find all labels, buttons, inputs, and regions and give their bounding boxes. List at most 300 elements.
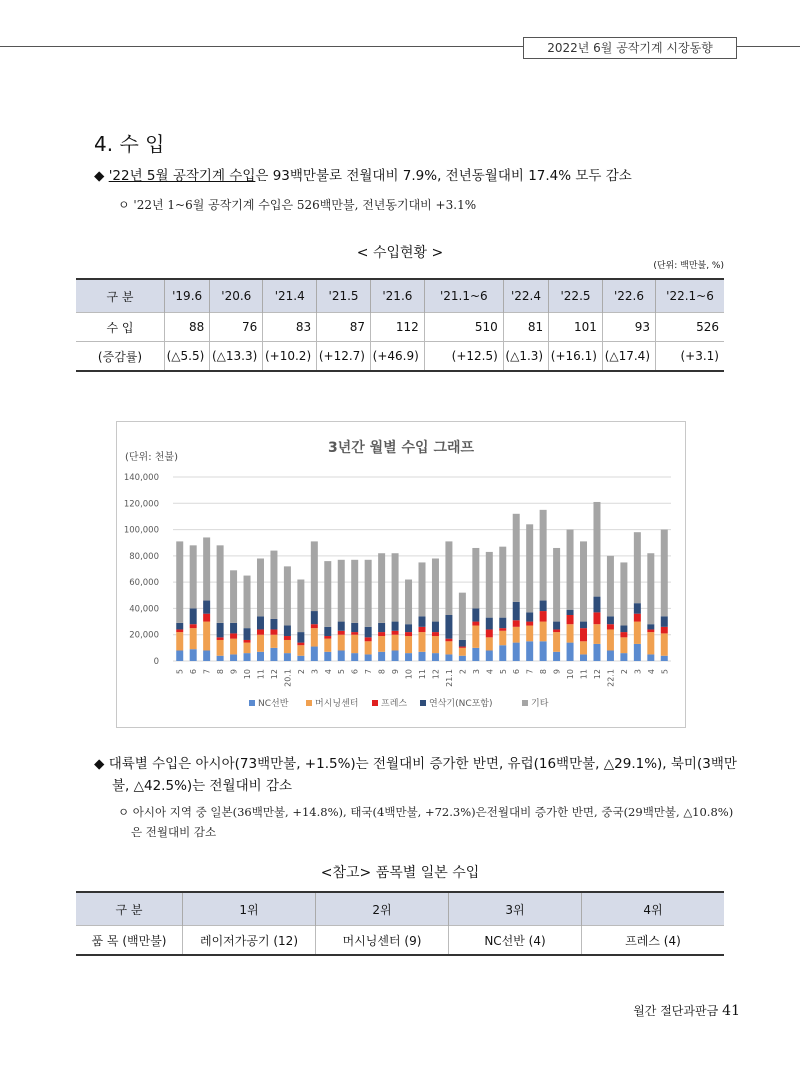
x-tick-label: 9: [552, 669, 562, 675]
table-cell: 83: [263, 313, 317, 342]
x-tick-label: 11: [579, 669, 589, 680]
bar-segment: [257, 635, 264, 652]
table-header-cell: '22.5: [549, 279, 603, 313]
bar-segment: [270, 648, 277, 661]
bar-segment: [324, 652, 331, 661]
y-tick-label: 40,000: [129, 604, 159, 615]
bar-segment: [472, 626, 479, 648]
bar-segment: [580, 641, 587, 654]
bar-segment: [338, 635, 345, 651]
table-header-cell: '20.6: [210, 279, 263, 313]
bar-segment: [647, 629, 654, 632]
sub-line-2: ㅇ 아시아 지역 중 일본(36백만불, +14.8%), 태국(4백만불, +72.3%)은전월대비 증가한 반면, 중국(29백만불, △10.8%): [118, 805, 734, 819]
table-cell: 112: [370, 313, 424, 342]
bar-segment: [634, 614, 641, 622]
bar-segment: [607, 629, 614, 650]
bar-segment: [297, 656, 304, 661]
legend-swatch: [522, 700, 528, 706]
bar-segment: [620, 637, 627, 653]
bar-segment: [567, 530, 574, 610]
bar-segment: [378, 652, 385, 661]
bar-segment: [297, 643, 304, 646]
bar-segment: [432, 622, 439, 633]
table-header-row: [76, 892, 724, 926]
bar-segment: [553, 548, 560, 622]
bar-segment: [378, 636, 385, 652]
table-cell: (증감률): [76, 342, 165, 372]
table-cell: (+46.9): [370, 342, 424, 372]
bar-segment: [580, 654, 587, 661]
bar-segment: [553, 622, 560, 630]
japan-import-table: [76, 891, 724, 956]
y-tick-label: 0: [153, 657, 159, 667]
bar-segment: [540, 622, 547, 642]
bar-segment: [445, 639, 452, 642]
bar-segment: [338, 560, 345, 622]
table-cell: NC선반 (4): [449, 926, 582, 956]
bar-segment: [553, 652, 560, 661]
bar-segment: [567, 643, 574, 661]
bar-segment: [378, 632, 385, 636]
table-header-cell: '22.4: [503, 279, 548, 313]
table-cell: 머시닝센터 (9): [316, 926, 449, 956]
bar-segment: [661, 627, 668, 634]
bar-segment: [634, 532, 641, 603]
table-cell: (+10.2): [263, 342, 317, 372]
x-tick-label: 5: [498, 669, 508, 675]
bar-segment: [513, 620, 520, 627]
x-tick-label: 21.1: [444, 669, 454, 687]
diamond-bullet-icon: ◆: [94, 168, 105, 184]
table-cell: 81: [503, 313, 548, 342]
x-tick-label: 11: [418, 669, 427, 680]
bullet-1-rest: 은 93백만불로 전월대비 7.9%, 전년동월대비 17.4% 모두 감소: [255, 168, 632, 184]
table-cell: (+12.5): [424, 342, 503, 372]
bar-segment: [567, 624, 574, 642]
bar-segment: [593, 624, 600, 644]
bar-segment: [486, 552, 493, 618]
bar-segment: [620, 626, 627, 633]
table-header-cell: '21.1~6: [424, 279, 503, 313]
bar-segment: [459, 647, 466, 648]
table-header-cell: 구 분: [76, 279, 165, 313]
bullet-2: [94, 752, 737, 772]
bar-segment: [593, 502, 600, 597]
bar-segment: [392, 635, 399, 651]
x-tick-label: 3: [633, 669, 643, 675]
bar-segment: [432, 632, 439, 636]
bar-segment: [217, 637, 224, 640]
bar-segment: [405, 580, 412, 625]
bar-segment: [553, 629, 560, 632]
bar-segment: [593, 597, 600, 613]
header-rule-right: [737, 46, 800, 47]
footer: [633, 1002, 740, 1019]
table-cell: 수 입: [76, 313, 165, 342]
bar-segment: [540, 641, 547, 661]
bar-segment: [230, 654, 237, 661]
bar-segment: [432, 558, 439, 621]
table-cell: 87: [317, 313, 371, 342]
bar-segment: [230, 633, 237, 638]
bar-segment: [472, 648, 479, 661]
chart-container: [116, 421, 686, 728]
x-tick-label: 10: [566, 669, 576, 680]
table-header-cell: 구 분: [76, 892, 183, 926]
bullet-2-text: 대륙별 수입은 아시아(73백만불, +1.5%)는 전월대비 증가한 반면, 유럽(16백만불, △29.1%), 북미(3백만: [108, 756, 737, 772]
x-tick-label: 10: [243, 669, 253, 680]
table-cell: 품 목 (백만불): [76, 926, 183, 956]
bar-segment: [217, 545, 224, 623]
bar-segment: [190, 545, 197, 608]
x-tick-label: 4: [323, 669, 333, 675]
legend-label: 기타: [531, 699, 549, 709]
x-tick-label: 6: [512, 669, 522, 675]
bar-segment: [365, 560, 372, 627]
bar-segment: [203, 601, 210, 614]
x-tick-label: 9: [391, 669, 401, 675]
bar-segment: [486, 650, 493, 661]
bar-segment: [257, 616, 264, 629]
table-cell: 526: [656, 313, 725, 342]
bar-segment: [513, 627, 520, 643]
bar-segment: [499, 618, 506, 629]
table-header-cell: 1위: [183, 892, 316, 926]
bar-segment: [486, 629, 493, 637]
bar-segment: [499, 628, 506, 631]
x-tick-label: 12: [431, 669, 441, 680]
bar-segment: [244, 643, 251, 654]
bar-segment: [324, 639, 331, 652]
bar-segment: [607, 556, 614, 616]
bar-segment: [513, 602, 520, 620]
bar-segment: [607, 650, 614, 661]
bar-segment: [526, 524, 533, 612]
bar-segment: [419, 616, 426, 627]
bar-segment: [351, 623, 358, 632]
bar-segment: [526, 641, 533, 661]
bar-segment: [405, 624, 412, 632]
bar-segment: [244, 653, 251, 661]
bar-segment: [284, 626, 291, 637]
bar-segment: [486, 637, 493, 650]
x-tick-label: 11: [256, 669, 266, 680]
y-tick-label: 120,000: [123, 499, 159, 510]
bar-segment: [647, 624, 654, 629]
bar-segment: [607, 624, 614, 629]
chart-ylabel: (단위: 천불): [125, 452, 178, 463]
bar-segment: [392, 650, 399, 661]
table-cell: (+12.7): [317, 342, 371, 372]
footer-label: 월간 절단과판금: [633, 1004, 719, 1018]
bar-segment: [540, 601, 547, 612]
table-header-cell: '22.1~6: [656, 279, 725, 313]
legend-swatch: [306, 700, 312, 706]
bar-segment: [257, 629, 264, 634]
bar-segment: [593, 644, 600, 661]
bar-segment: [176, 650, 183, 661]
bar-segment: [580, 541, 587, 621]
legend-label: 머시닝센터: [315, 699, 359, 709]
bar-segment: [230, 623, 237, 634]
import-status-table: [76, 278, 724, 372]
bar-segment: [647, 632, 654, 654]
table-header-cell: '19.6: [165, 279, 210, 313]
y-tick-label: 80,000: [129, 551, 159, 562]
bar-segment: [378, 623, 385, 632]
x-tick-label: 2: [458, 669, 468, 675]
x-tick-label: 20.1: [283, 669, 293, 687]
y-tick-label: 140,000: [123, 473, 159, 483]
x-tick-label: 3: [471, 669, 481, 675]
x-tick-label: 4: [485, 669, 495, 675]
y-tick-label: 60,000: [129, 578, 159, 589]
bar-segment: [499, 547, 506, 618]
bar-segment: [661, 530, 668, 617]
bar-segment: [472, 622, 479, 626]
legend-label: 연삭기(NC포함): [429, 699, 493, 709]
bar-segment: [540, 510, 547, 601]
x-tick-label: 8: [539, 669, 549, 675]
bar-segment: [351, 635, 358, 653]
bar-segment: [661, 633, 668, 655]
sub-line-2-continuation: 은 전월대비 감소: [131, 825, 217, 839]
table-row: [76, 926, 724, 956]
bar-segment: [445, 541, 452, 615]
bar-segment: [392, 631, 399, 635]
header-title: 2022년 6월 공작기계 시장동향: [523, 37, 737, 59]
x-tick-label: 12: [592, 669, 602, 680]
bar-segment: [445, 654, 452, 661]
bar-segment: [459, 593, 466, 640]
bar-segment: [203, 622, 210, 651]
bar-segment: [244, 640, 251, 643]
bar-segment: [270, 619, 277, 630]
sub-line-1: ㅇ '22년 1~6월 공작기계 수입은 526백만불, 전년동기대비 +3.1%: [118, 198, 477, 212]
chart-title: 3년간 월별 수입 그래프: [327, 440, 475, 456]
table-cell: (+3.1): [656, 342, 725, 372]
table-cell: (△5.5): [165, 342, 210, 372]
x-tick-label: 10: [404, 669, 414, 680]
bar-segment: [405, 632, 412, 636]
x-tick-label: 5: [337, 669, 347, 675]
legend-label: NC선반: [258, 699, 289, 709]
x-tick-label: 7: [202, 669, 212, 675]
section-title: 4. 수 입: [94, 132, 165, 156]
bar-segment: [230, 570, 237, 623]
bar-segment: [499, 645, 506, 661]
bullet-1-underlined: '22년 5월 공작기계 수입: [108, 168, 256, 184]
bar-segment: [311, 541, 318, 611]
bar-segment: [284, 653, 291, 661]
bar-segment: [257, 558, 264, 616]
bar-segment: [284, 566, 291, 625]
bar-segment: [540, 611, 547, 622]
table-header-cell: 4위: [582, 892, 725, 926]
monthly-import-chart: [117, 422, 685, 727]
bar-segment: [203, 614, 210, 622]
y-tick-label: 100,000: [123, 525, 159, 536]
table-cell: (+16.1): [549, 342, 603, 372]
bar-segment: [445, 615, 452, 639]
header-rule-left: [0, 46, 523, 47]
bar-segment: [217, 656, 224, 661]
bar-segment: [338, 631, 345, 635]
x-tick-label: 6: [350, 669, 360, 675]
bar-segment: [419, 652, 426, 661]
bar-segment: [311, 611, 318, 624]
bar-segment: [338, 622, 345, 631]
bar-segment: [365, 654, 372, 661]
bar-segment: [190, 628, 197, 649]
bar-segment: [324, 636, 331, 639]
bar-segment: [567, 610, 574, 615]
bar-segment: [176, 541, 183, 622]
bar-segment: [351, 632, 358, 635]
bar-segment: [324, 627, 331, 636]
bar-segment: [311, 624, 318, 628]
table1-caption: < 수입현황 >: [356, 245, 444, 261]
bar-segment: [459, 640, 466, 647]
bar-segment: [311, 647, 318, 661]
x-tick-label: 12: [269, 669, 279, 680]
bar-segment: [190, 608, 197, 624]
bar-segment: [270, 635, 277, 648]
bar-segment: [513, 514, 520, 602]
x-tick-label: 3: [310, 669, 320, 675]
bar-segment: [526, 626, 533, 642]
x-tick-label: 22.1: [606, 669, 616, 687]
bar-segment: [459, 648, 466, 656]
bar-segment: [580, 622, 587, 629]
bar-segment: [190, 649, 197, 661]
bar-segment: [432, 653, 439, 661]
bar-segment: [513, 643, 520, 661]
x-tick-label: 4: [646, 669, 656, 675]
bar-segment: [365, 637, 372, 641]
x-tick-label: 8: [377, 669, 387, 675]
table-header-cell: '21.4: [263, 279, 317, 313]
table-cell: (△17.4): [602, 342, 655, 372]
table-header-cell: '21.5: [317, 279, 371, 313]
bar-segment: [445, 641, 452, 654]
bar-segment: [634, 644, 641, 661]
bar-segment: [419, 562, 426, 616]
bullet-1: [94, 164, 632, 184]
x-tick-label: 7: [364, 669, 374, 675]
x-tick-label: 5: [175, 669, 185, 675]
bar-segment: [284, 636, 291, 640]
bar-segment: [297, 580, 304, 633]
bar-segment: [526, 622, 533, 626]
x-tick-label: 7: [525, 669, 535, 675]
legend-swatch: [420, 700, 426, 706]
x-tick-label: 8: [216, 669, 226, 675]
bar-segment: [580, 628, 587, 641]
bar-segment: [176, 632, 183, 650]
bar-segment: [432, 636, 439, 653]
bar-segment: [244, 576, 251, 629]
bar-segment: [405, 636, 412, 653]
table-cell: 레이저가공기 (12): [183, 926, 316, 956]
table-header-cell: '21.6: [370, 279, 424, 313]
bar-segment: [620, 562, 627, 625]
bar-segment: [419, 627, 426, 632]
table-cell: 프레스 (4): [582, 926, 725, 956]
bar-segment: [526, 612, 533, 621]
table-row: [76, 342, 724, 372]
bar-segment: [297, 632, 304, 643]
table-header-cell: 3위: [449, 892, 582, 926]
bar-segment: [647, 553, 654, 624]
table-cell: 510: [424, 313, 503, 342]
bar-segment: [620, 653, 627, 661]
bar-segment: [203, 537, 210, 600]
bar-segment: [620, 632, 627, 637]
x-tick-label: 2: [619, 669, 629, 675]
bar-segment: [351, 560, 358, 623]
bar-segment: [378, 553, 385, 623]
bar-segment: [392, 622, 399, 631]
bar-segment: [217, 623, 224, 637]
bar-segment: [405, 653, 412, 661]
bar-segment: [634, 603, 641, 614]
table-cell: 93: [602, 313, 655, 342]
page-number: 41: [722, 1003, 740, 1019]
bar-segment: [190, 624, 197, 628]
bar-segment: [661, 656, 668, 661]
legend-swatch: [372, 700, 378, 706]
bar-segment: [217, 640, 224, 656]
table-cell: (△1.3): [503, 342, 548, 372]
table2-caption: <참고> 품목별 일본 수입: [320, 865, 480, 881]
bar-segment: [634, 622, 641, 644]
legend-swatch: [249, 700, 255, 706]
bar-segment: [553, 632, 560, 652]
bar-segment: [270, 629, 277, 634]
bar-segment: [244, 628, 251, 640]
bar-segment: [593, 612, 600, 624]
bar-segment: [459, 656, 466, 661]
x-tick-label: 6: [189, 669, 199, 675]
bar-segment: [607, 616, 614, 624]
bar-segment: [338, 650, 345, 661]
table-header-cell: '22.6: [602, 279, 655, 313]
bar-segment: [472, 548, 479, 608]
x-tick-label: 9: [229, 669, 239, 675]
bar-segment: [486, 618, 493, 630]
bar-segment: [392, 553, 399, 621]
legend-label: 프레스: [381, 699, 408, 709]
table-cell: (△13.3): [210, 342, 263, 372]
bar-segment: [297, 645, 304, 656]
bar-segment: [647, 654, 654, 661]
table-row: [76, 313, 724, 342]
table-cell: 76: [210, 313, 263, 342]
bar-segment: [472, 608, 479, 621]
bar-segment: [365, 627, 372, 638]
table-header-cell: 2위: [316, 892, 449, 926]
bar-segment: [176, 629, 183, 632]
bar-segment: [203, 650, 210, 661]
bar-segment: [567, 615, 574, 624]
bar-segment: [230, 639, 237, 655]
bullet-2-continuation: 불, △42.5%)는 전월대비 감소: [112, 778, 293, 794]
x-tick-label: 5: [660, 669, 670, 675]
x-tick-label: 2: [296, 669, 306, 675]
bar-segment: [419, 632, 426, 652]
bar-segment: [324, 561, 331, 627]
